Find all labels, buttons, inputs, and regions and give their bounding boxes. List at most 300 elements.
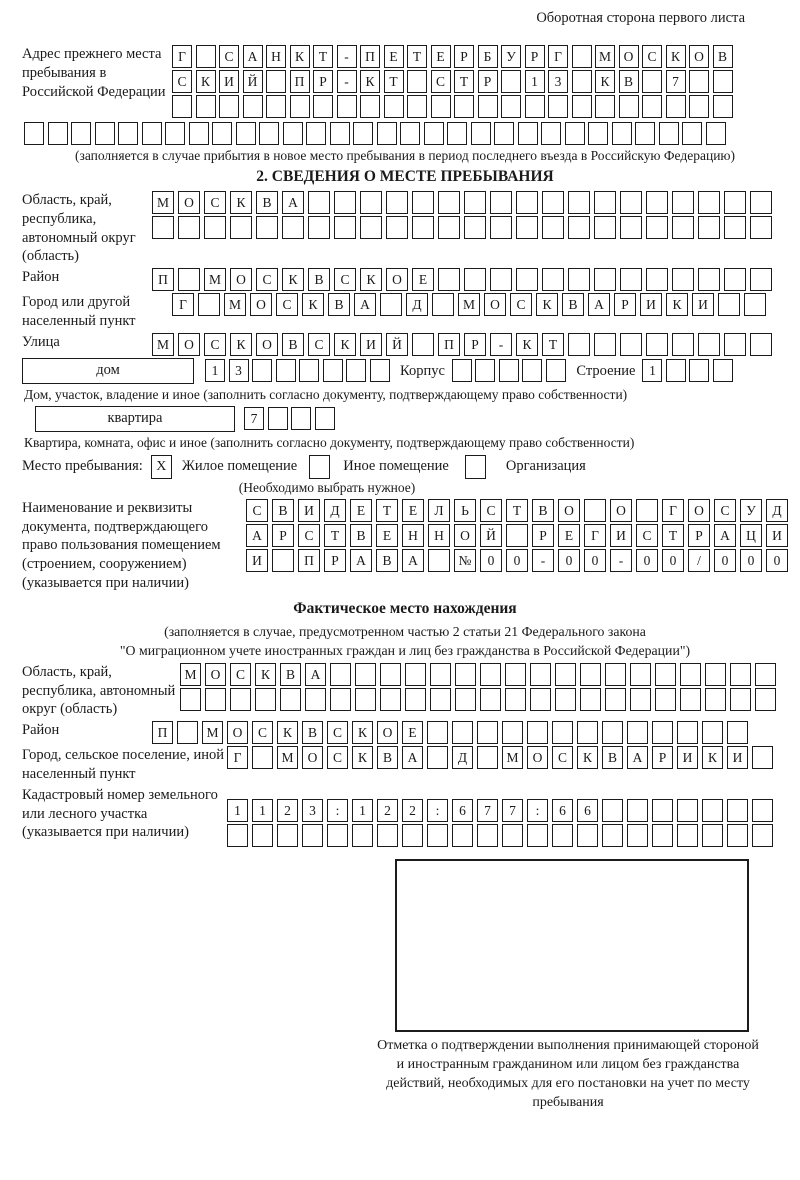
char-box[interactable]: [522, 359, 542, 382]
char-box[interactable]: [330, 688, 351, 711]
char-box[interactable]: М: [152, 191, 174, 214]
char-box[interactable]: [501, 70, 521, 93]
char-box[interactable]: П: [360, 45, 380, 68]
char-box[interactable]: [605, 663, 626, 686]
char-box[interactable]: [706, 122, 726, 145]
char-box[interactable]: С: [204, 191, 226, 214]
char-box[interactable]: [204, 216, 226, 239]
char-box[interactable]: Г: [548, 45, 568, 68]
char-box[interactable]: И: [246, 549, 268, 572]
char-box[interactable]: [305, 688, 326, 711]
apartment-type-box[interactable]: квартира: [35, 406, 235, 432]
char-box[interactable]: А: [402, 549, 424, 572]
char-box[interactable]: -: [610, 549, 632, 572]
char-box[interactable]: И: [360, 333, 382, 356]
char-box[interactable]: [718, 293, 740, 316]
char-box[interactable]: О: [619, 45, 639, 68]
char-box[interactable]: [205, 688, 226, 711]
char-box[interactable]: [255, 688, 276, 711]
char-box[interactable]: 6: [552, 799, 573, 822]
char-box[interactable]: [680, 688, 701, 711]
char-box[interactable]: Й: [480, 524, 502, 547]
char-box[interactable]: [680, 663, 701, 686]
char-box[interactable]: -: [337, 45, 357, 68]
char-box[interactable]: А: [354, 293, 376, 316]
char-box[interactable]: [438, 191, 460, 214]
char-box[interactable]: -: [532, 549, 554, 572]
char-box[interactable]: [452, 721, 473, 744]
char-box[interactable]: [431, 95, 451, 118]
char-box[interactable]: [630, 663, 651, 686]
char-box[interactable]: Ь: [454, 499, 476, 522]
char-box[interactable]: [530, 688, 551, 711]
char-box[interactable]: [355, 663, 376, 686]
char-box[interactable]: [299, 359, 319, 382]
char-box[interactable]: [230, 216, 252, 239]
char-box[interactable]: [308, 216, 330, 239]
char-box[interactable]: [452, 359, 472, 382]
char-box[interactable]: [427, 721, 448, 744]
char-box[interactable]: С: [431, 70, 451, 93]
char-box[interactable]: С: [219, 45, 239, 68]
char-box[interactable]: [698, 268, 720, 291]
char-box[interactable]: [477, 746, 498, 769]
char-box[interactable]: С: [246, 499, 268, 522]
char-box[interactable]: [568, 333, 590, 356]
char-box[interactable]: [595, 95, 615, 118]
char-box[interactable]: Д: [766, 499, 788, 522]
char-box[interactable]: [672, 268, 694, 291]
char-box[interactable]: О: [178, 333, 200, 356]
char-box[interactable]: Н: [266, 45, 286, 68]
char-box[interactable]: [652, 721, 673, 744]
char-box[interactable]: [505, 688, 526, 711]
char-box[interactable]: [702, 721, 723, 744]
char-box[interactable]: [252, 359, 272, 382]
char-box[interactable]: С: [204, 333, 226, 356]
char-box[interactable]: [713, 95, 733, 118]
char-box[interactable]: -: [490, 333, 512, 356]
char-box[interactable]: А: [305, 663, 326, 686]
char-box[interactable]: [282, 216, 304, 239]
char-box[interactable]: О: [377, 721, 398, 744]
char-box[interactable]: [405, 663, 426, 686]
char-box[interactable]: [412, 216, 434, 239]
char-box[interactable]: [677, 824, 698, 847]
char-box[interactable]: [432, 293, 454, 316]
char-box[interactable]: /: [688, 549, 710, 572]
char-box[interactable]: Д: [406, 293, 428, 316]
char-box[interactable]: Р: [454, 45, 474, 68]
char-box[interactable]: [602, 824, 623, 847]
char-box[interactable]: П: [298, 549, 320, 572]
char-box[interactable]: [212, 122, 232, 145]
char-box[interactable]: М: [152, 333, 174, 356]
char-box[interactable]: [178, 216, 200, 239]
char-box[interactable]: Е: [402, 721, 423, 744]
char-box[interactable]: [572, 45, 592, 68]
char-box[interactable]: [580, 688, 601, 711]
char-box[interactable]: М: [458, 293, 480, 316]
char-box[interactable]: А: [243, 45, 263, 68]
char-box[interactable]: [306, 122, 326, 145]
char-box[interactable]: В: [562, 293, 584, 316]
char-box[interactable]: [642, 95, 662, 118]
char-box[interactable]: О: [302, 746, 323, 769]
char-box[interactable]: [620, 333, 642, 356]
char-box[interactable]: [256, 216, 278, 239]
char-box[interactable]: [620, 191, 642, 214]
char-box[interactable]: Т: [662, 524, 684, 547]
char-box[interactable]: :: [527, 799, 548, 822]
char-box[interactable]: [702, 824, 723, 847]
char-box[interactable]: [594, 191, 616, 214]
char-box[interactable]: [196, 45, 216, 68]
char-box[interactable]: [400, 122, 420, 145]
char-box[interactable]: В: [376, 549, 398, 572]
char-box[interactable]: -: [337, 70, 357, 93]
char-box[interactable]: [635, 122, 655, 145]
char-box[interactable]: [346, 359, 366, 382]
char-box[interactable]: [724, 216, 746, 239]
char-box[interactable]: Н: [428, 524, 450, 547]
char-box[interactable]: К: [360, 70, 380, 93]
char-box[interactable]: [755, 688, 776, 711]
char-box[interactable]: [315, 407, 335, 430]
char-box[interactable]: [407, 95, 427, 118]
char-box[interactable]: П: [438, 333, 460, 356]
char-box[interactable]: С: [252, 721, 273, 744]
char-box[interactable]: М: [180, 663, 201, 686]
stay-type-checkbox-other[interactable]: [309, 455, 330, 479]
char-box[interactable]: [276, 359, 296, 382]
char-box[interactable]: [454, 95, 474, 118]
char-box[interactable]: [180, 688, 201, 711]
char-box[interactable]: Е: [558, 524, 580, 547]
char-box[interactable]: И: [727, 746, 748, 769]
char-box[interactable]: [337, 95, 357, 118]
char-box[interactable]: 0: [584, 549, 606, 572]
char-box[interactable]: Р: [313, 70, 333, 93]
char-box[interactable]: А: [714, 524, 736, 547]
char-box[interactable]: Р: [652, 746, 673, 769]
char-box[interactable]: Р: [525, 45, 545, 68]
char-box[interactable]: [682, 122, 702, 145]
char-box[interactable]: [602, 721, 623, 744]
char-box[interactable]: [580, 663, 601, 686]
char-box[interactable]: [568, 268, 590, 291]
char-box[interactable]: [430, 688, 451, 711]
char-box[interactable]: [494, 122, 514, 145]
char-box[interactable]: О: [227, 721, 248, 744]
char-box[interactable]: Т: [324, 524, 346, 547]
char-box[interactable]: О: [527, 746, 548, 769]
char-box[interactable]: [377, 824, 398, 847]
char-box[interactable]: [552, 824, 573, 847]
char-box[interactable]: Е: [431, 45, 451, 68]
char-box[interactable]: [555, 663, 576, 686]
char-box[interactable]: В: [619, 70, 639, 93]
char-box[interactable]: Е: [376, 524, 398, 547]
char-box[interactable]: [24, 122, 44, 145]
char-box[interactable]: Р: [532, 524, 554, 547]
char-box[interactable]: [594, 216, 616, 239]
char-box[interactable]: [380, 663, 401, 686]
char-box[interactable]: П: [290, 70, 310, 93]
char-box[interactable]: [386, 191, 408, 214]
char-box[interactable]: [430, 663, 451, 686]
char-box[interactable]: С: [327, 746, 348, 769]
char-box[interactable]: [506, 524, 528, 547]
char-box[interactable]: К: [255, 663, 276, 686]
char-box[interactable]: К: [536, 293, 558, 316]
char-box[interactable]: [565, 122, 585, 145]
char-box[interactable]: 7: [477, 799, 498, 822]
char-box[interactable]: О: [256, 333, 278, 356]
char-box[interactable]: [542, 268, 564, 291]
char-box[interactable]: [525, 95, 545, 118]
char-box[interactable]: [505, 663, 526, 686]
char-box[interactable]: 1: [525, 70, 545, 93]
char-box[interactable]: [352, 824, 373, 847]
char-box[interactable]: П: [152, 268, 174, 291]
char-box[interactable]: К: [516, 333, 538, 356]
char-box[interactable]: [605, 688, 626, 711]
char-box[interactable]: [516, 216, 538, 239]
char-box[interactable]: [384, 95, 404, 118]
char-box[interactable]: [548, 95, 568, 118]
char-box[interactable]: [672, 333, 694, 356]
char-box[interactable]: С: [298, 524, 320, 547]
char-box[interactable]: [499, 359, 519, 382]
char-box[interactable]: К: [196, 70, 216, 93]
char-box[interactable]: Н: [402, 524, 424, 547]
char-box[interactable]: [577, 824, 598, 847]
char-box[interactable]: О: [250, 293, 272, 316]
char-box[interactable]: :: [427, 799, 448, 822]
char-box[interactable]: К: [334, 333, 356, 356]
char-box[interactable]: [627, 824, 648, 847]
char-box[interactable]: [724, 333, 746, 356]
char-box[interactable]: 1: [252, 799, 273, 822]
char-box[interactable]: [584, 499, 606, 522]
char-box[interactable]: [546, 359, 566, 382]
char-box[interactable]: К: [277, 721, 298, 744]
char-box[interactable]: И: [610, 524, 632, 547]
char-box[interactable]: [527, 721, 548, 744]
char-box[interactable]: [407, 70, 427, 93]
char-box[interactable]: С: [230, 663, 251, 686]
char-box[interactable]: С: [642, 45, 662, 68]
char-box[interactable]: 2: [402, 799, 423, 822]
char-box[interactable]: [672, 191, 694, 214]
char-box[interactable]: Ц: [740, 524, 762, 547]
char-box[interactable]: С: [172, 70, 192, 93]
char-box[interactable]: [313, 95, 333, 118]
char-box[interactable]: [438, 216, 460, 239]
char-box[interactable]: [377, 122, 397, 145]
char-box[interactable]: Р: [688, 524, 710, 547]
char-box[interactable]: [266, 95, 286, 118]
char-box[interactable]: [689, 70, 709, 93]
char-box[interactable]: [705, 663, 726, 686]
char-box[interactable]: 1: [227, 799, 248, 822]
char-box[interactable]: 0: [558, 549, 580, 572]
char-box[interactable]: [527, 824, 548, 847]
char-box[interactable]: [330, 663, 351, 686]
char-box[interactable]: О: [178, 191, 200, 214]
char-box[interactable]: [572, 70, 592, 93]
char-box[interactable]: [478, 95, 498, 118]
char-box[interactable]: А: [350, 549, 372, 572]
char-box[interactable]: А: [627, 746, 648, 769]
char-box[interactable]: [327, 824, 348, 847]
char-box[interactable]: В: [308, 268, 330, 291]
char-box[interactable]: [502, 824, 523, 847]
char-box[interactable]: [259, 122, 279, 145]
char-box[interactable]: [750, 191, 772, 214]
char-box[interactable]: И: [692, 293, 714, 316]
char-box[interactable]: №: [454, 549, 476, 572]
char-box[interactable]: [118, 122, 138, 145]
char-box[interactable]: 0: [766, 549, 788, 572]
char-box[interactable]: К: [666, 45, 686, 68]
char-box[interactable]: С: [636, 524, 658, 547]
char-box[interactable]: [750, 216, 772, 239]
stay-type-checkbox-organization[interactable]: [465, 455, 486, 479]
char-box[interactable]: [698, 333, 720, 356]
char-box[interactable]: О: [558, 499, 580, 522]
char-box[interactable]: Е: [350, 499, 372, 522]
char-box[interactable]: [568, 191, 590, 214]
char-box[interactable]: [572, 95, 592, 118]
char-box[interactable]: С: [327, 721, 348, 744]
char-box[interactable]: С: [276, 293, 298, 316]
house-type-box[interactable]: дом: [22, 358, 194, 384]
char-box[interactable]: [477, 721, 498, 744]
char-box[interactable]: 3: [302, 799, 323, 822]
char-box[interactable]: 0: [480, 549, 502, 572]
char-box[interactable]: М: [204, 268, 226, 291]
char-box[interactable]: В: [328, 293, 350, 316]
char-box[interactable]: [677, 799, 698, 822]
char-box[interactable]: [698, 191, 720, 214]
char-box[interactable]: [424, 122, 444, 145]
char-box[interactable]: М: [224, 293, 246, 316]
char-box[interactable]: [655, 663, 676, 686]
char-box[interactable]: К: [352, 721, 373, 744]
char-box[interactable]: П: [152, 721, 173, 744]
char-box[interactable]: [477, 824, 498, 847]
char-box[interactable]: К: [230, 333, 252, 356]
char-box[interactable]: 1: [642, 359, 662, 382]
char-box[interactable]: [646, 216, 668, 239]
char-box[interactable]: С: [714, 499, 736, 522]
char-box[interactable]: [405, 688, 426, 711]
char-box[interactable]: [452, 824, 473, 847]
char-box[interactable]: [750, 268, 772, 291]
char-box[interactable]: [178, 268, 200, 291]
char-box[interactable]: [516, 191, 538, 214]
char-box[interactable]: К: [666, 293, 688, 316]
char-box[interactable]: В: [532, 499, 554, 522]
char-box[interactable]: И: [766, 524, 788, 547]
char-box[interactable]: 0: [636, 549, 658, 572]
char-box[interactable]: О: [205, 663, 226, 686]
char-box[interactable]: [646, 268, 668, 291]
char-box[interactable]: Т: [384, 70, 404, 93]
char-box[interactable]: [672, 216, 694, 239]
char-box[interactable]: [230, 688, 251, 711]
char-box[interactable]: [727, 721, 748, 744]
char-box[interactable]: [480, 663, 501, 686]
char-box[interactable]: И: [640, 293, 662, 316]
char-box[interactable]: К: [595, 70, 615, 93]
char-box[interactable]: [689, 359, 709, 382]
char-box[interactable]: Р: [478, 70, 498, 93]
char-box[interactable]: [219, 95, 239, 118]
char-box[interactable]: Й: [243, 70, 263, 93]
char-box[interactable]: Т: [407, 45, 427, 68]
char-box[interactable]: 0: [506, 549, 528, 572]
char-box[interactable]: А: [588, 293, 610, 316]
char-box[interactable]: Г: [227, 746, 248, 769]
char-box[interactable]: [464, 191, 486, 214]
char-box[interactable]: [455, 663, 476, 686]
char-box[interactable]: [196, 95, 216, 118]
char-box[interactable]: [724, 191, 746, 214]
char-box[interactable]: [698, 216, 720, 239]
char-box[interactable]: [502, 721, 523, 744]
char-box[interactable]: 0: [740, 549, 762, 572]
char-box[interactable]: [198, 293, 220, 316]
char-box[interactable]: О: [386, 268, 408, 291]
char-box[interactable]: [334, 191, 356, 214]
char-box[interactable]: [655, 688, 676, 711]
char-box[interactable]: [290, 95, 310, 118]
char-box[interactable]: [455, 688, 476, 711]
char-box[interactable]: [427, 746, 448, 769]
char-box[interactable]: О: [689, 45, 709, 68]
char-box[interactable]: [243, 95, 263, 118]
char-box[interactable]: [252, 746, 273, 769]
char-box[interactable]: Т: [454, 70, 474, 93]
char-box[interactable]: 0: [714, 549, 736, 572]
char-box[interactable]: М: [502, 746, 523, 769]
char-box[interactable]: В: [282, 333, 304, 356]
char-box[interactable]: В: [602, 746, 623, 769]
char-box[interactable]: [730, 688, 751, 711]
char-box[interactable]: [380, 688, 401, 711]
char-box[interactable]: [428, 549, 450, 572]
char-box[interactable]: Г: [662, 499, 684, 522]
char-box[interactable]: [652, 799, 673, 822]
char-box[interactable]: [252, 824, 273, 847]
char-box[interactable]: [268, 407, 288, 430]
char-box[interactable]: А: [246, 524, 268, 547]
char-box[interactable]: [360, 95, 380, 118]
char-box[interactable]: [518, 122, 538, 145]
char-box[interactable]: 2: [377, 799, 398, 822]
char-box[interactable]: И: [298, 499, 320, 522]
char-box[interactable]: [490, 216, 512, 239]
char-box[interactable]: Г: [584, 524, 606, 547]
char-box[interactable]: [627, 799, 648, 822]
char-box[interactable]: Е: [384, 45, 404, 68]
char-box[interactable]: В: [302, 721, 323, 744]
char-box[interactable]: [666, 359, 686, 382]
char-box[interactable]: [612, 122, 632, 145]
